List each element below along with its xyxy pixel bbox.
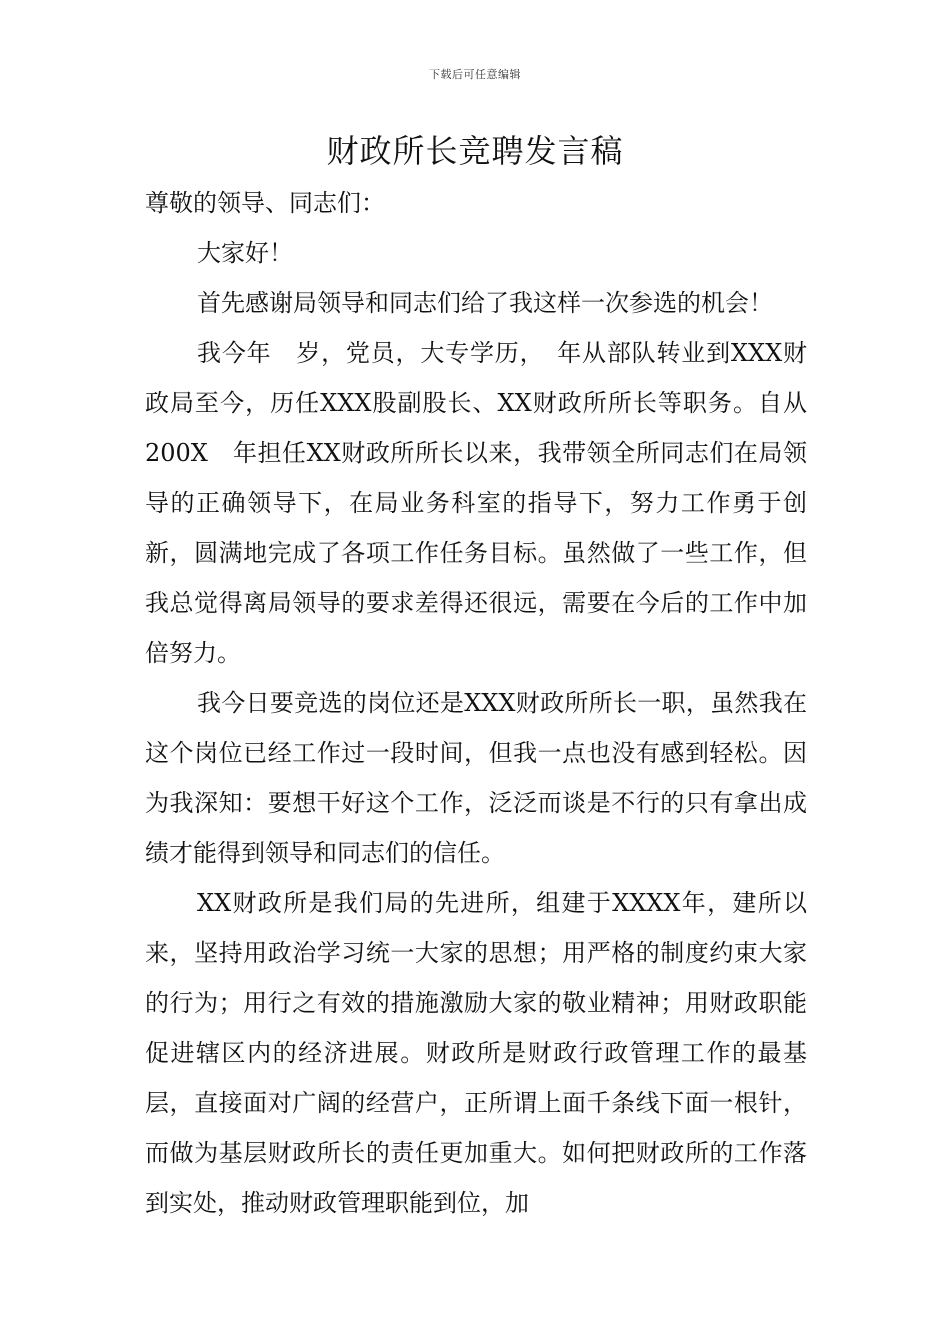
paragraph-thanks: 首先感谢局领导和同志们给了我这样一次参选的机会！ [197,289,773,317]
paragraph-greeting: 大家好！ [197,239,293,267]
salutation: 尊敬的领导、同志们： [145,189,385,217]
paragraph-position: 我今日要竞选的岗位还是XXX财政所所长一职，虽然我在这个岗位已经工作过一段时间，但我一点也没有感到轻松。因为我深知：要想干好这个工作，泛泛而谈是不行的只有拿出成绩才能得到领导和同志们的信任。 [145,689,807,867]
document-body [145,178,807,1228]
paragraph-background: 我今年 岁，党员，大专学历， 年从部队转业到XXX财政局至今，历任XXX股副股长、XX财政所所长等职务。自从200X 年担任XX财政所所长以来，我带领全所同志们在局领导的正确领导下，在局业务科室的指导下，努力工作勇于创新，圆满地完成了各项工作任务目标。虽然做了一些工作，但我总觉得离局领导的要求差得还很远，需要在今后的工作中加倍努力。 [145,339,807,667]
document-title: 财政所长竞聘发言稿 [326,132,624,170]
header-note: 下载后可任意编辑 [429,68,521,81]
paragraph-office-intro: XX财政所是我们局的先进所，组建于XXXX年，建所以来，坚持用政治学习统一大家的思想；用严格的制度约束大家的行为；用行之有效的措施激励大家的敬业精神；用财政职能促进辖区内的经济进展。财政所是财政行政管理工作的最基层，直接面对广阔的经营户，正所谓上面千条线下面一根针，而做为基层财政所长的责任更加重大。如何把财政所的工作落到实处，推动财政管理职能到位，加 [145,889,807,1217]
